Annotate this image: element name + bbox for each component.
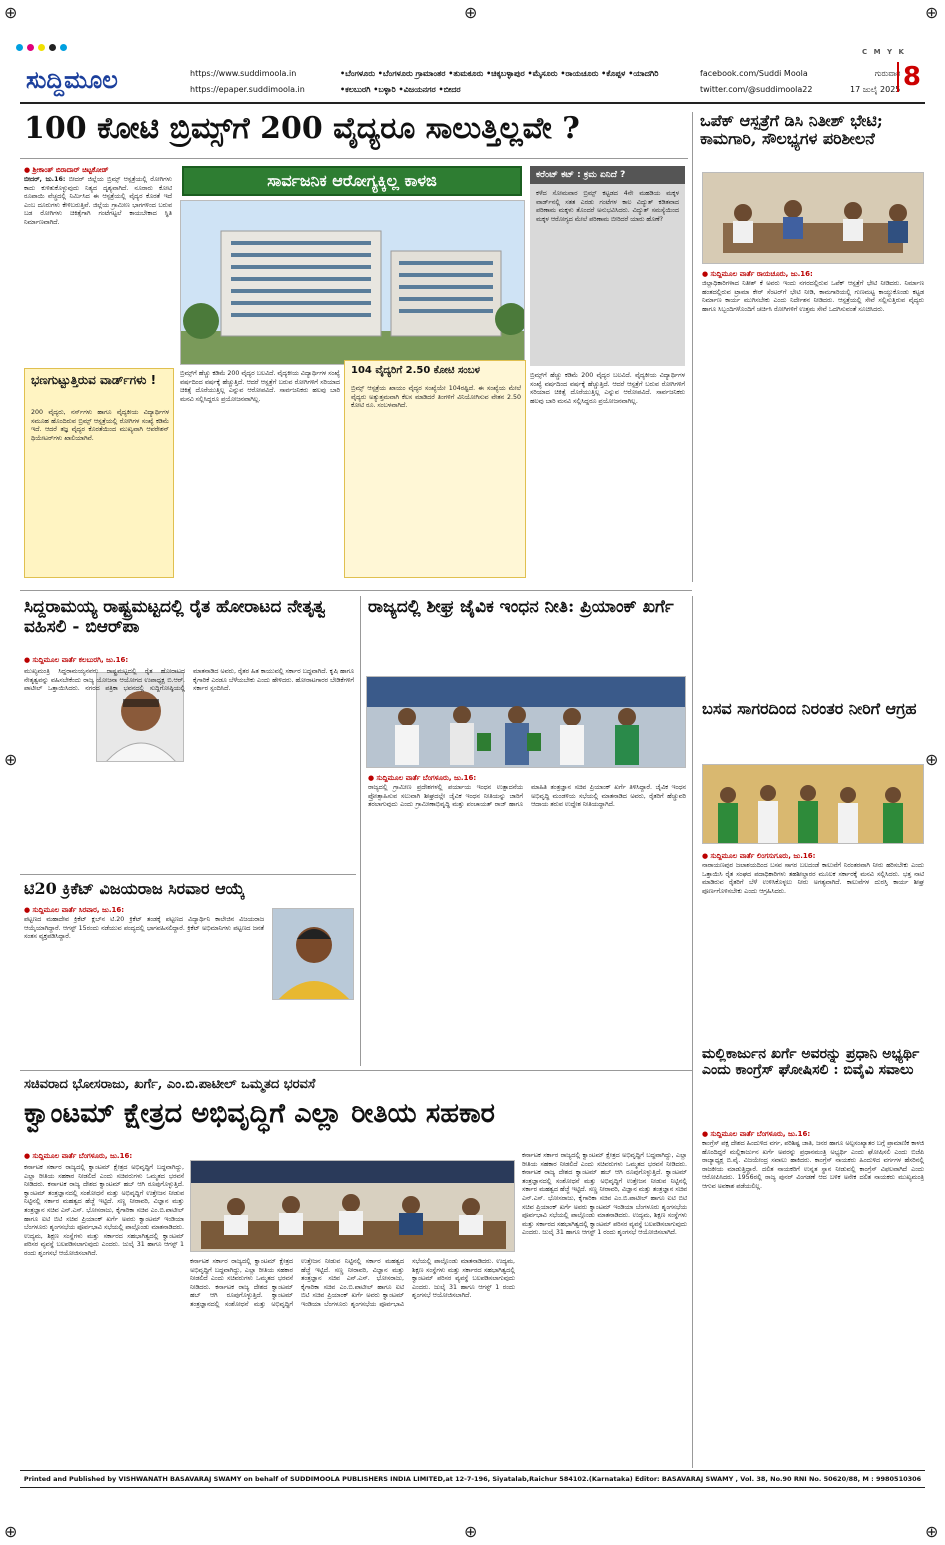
siddaramaiah-headline: ಸಿದ್ದರಾಮಯ್ಯ ರಾಷ್ಟ್ರಮಟ್ಟದಲ್ಲಿ ರೈತ ಹೋರಾಟದ ನೇತೃತ್ವ ವಹಿಸಲಿ - ಬಿಆರ್‌ಪಾ [24,597,326,637]
registration-mark: ⊕ [4,1522,18,1541]
hospital-photo [180,200,525,365]
quantum-meeting-photo [190,1160,515,1252]
biofuel-byline: ● ಸುದ್ದಿಮೂಲ ವಾರ್ತೆ ಬೆಂಗಳೂರು, ಜು.16: [368,774,477,782]
wards-box [24,368,174,578]
masthead [20,60,925,104]
registration-mark: ⊕ [464,3,478,22]
divider [360,596,361,1066]
lead-headline: 100 ಕೋಟಿ ಬ್ರಿಮ್ಸ್‌ಗೆ 200 ವೈದ್ಯರೂ ಸಾಲುತ್ತಿಲ್ಲವೇ ? [24,111,580,146]
lead-text: ಬೀದರ್ ಜಿಲ್ಲೆಯ ಬ್ರಿಮ್ಸ್ ಆಸ್ಪತ್ರೆಯಲ್ಲಿ ರೋಗಿಗಳು ಕಾದು ಕುಳಿತುಕೊಳ್ಳುವುದು ನಿತ್ಯದ ದೃಶ್ಯವಾಗಿದೆ. ನೂರಾರು ಕೋಟಿ ರೂಪಾಯಿ ವೆಚ್ಚದಲ್ಲಿ ನಿರ್ಮಿಸಿದ ಈ ಆಸ್ಪತ್ರೆಯಲ್ಲಿ ವೈದ್ಯರ ಕೊರತೆ ಇದೆ ಎಂಬ ದೂರುಗಳು ಕೇಳಿಬರುತ್ತಿವೆ. ಜಿಲ್ಲೆಯ ಗ್ರಾಮೀಣ ಭಾಗಗಳಿಂದ ಬರುವ ಬಡ ರೋಗಿಗಳು ಚಿಕಿತ್ಸೆಗಾಗಿ ಗಂಟೆಗಟ್ಟಲೆ ಕಾಯಬೇಕಾದ ಸ್ಥಿತಿ ನಿರ್ಮಾಣವಾಗಿದೆ. [24,176,172,226]
page-number: 8 [897,62,921,92]
opec-byline: ● ಸುದ್ದಿಮೂಲ ವಾರ್ತೆ ರಾಯಚೂರು, ಜು.16: [702,270,813,278]
lead-body [24,176,172,366]
weekday: ಗುರುವಾರ [874,69,901,78]
siddaramaiah-byline: ● ಸುದ್ದಿಮೂಲ ವಾರ್ತೆ ಕಲಬುರಗಿ, ಜು.16: [24,656,129,664]
registration-mark: ⊕ [4,3,18,22]
salary-box-body: ಬ್ರಿಮ್ಸ್ ಆಸ್ಪತ್ರೆಯ ಖಾಯಂ ವೈದ್ಯರ ಸಂಖ್ಯೆಯೇ 104ರಷ್ಟಿದೆ. ಈ ಸಂಖ್ಯೆಯ ಮೇಲೆ ವೈದ್ಯರು ಅತ್ಯುತ್ತಮವಾಗಿ ಕೆಲಸ ಮಾಡಿದರೆ ತಿಂಗಳಿಗೆ ವಿನಿಯೋಗಿಸುವ ವೇತನ 2.50 ಕೋಟಿ ರೂ. ಸಂಬಳವಾಗಿದೆ. [351,385,521,410]
opec-meeting-photo [702,172,924,264]
cmyk-marks: C M Y K [862,48,906,56]
siddaramaiah-body: ಮುಖ್ಯಮಂತ್ರಿ ಸಿದ್ದರಾಮಯ್ಯನವರು ರಾಷ್ಟ್ರಮಟ್ಟದಲ್ಲಿ ರೈತ ಹೋರಾಟದ ನೇತೃತ್ವವನ್ನು ವಹಿಸಬೇಕೆಂದು ರಾಜ್ಯ ಯೋಜನಾ ಆಯೋಗದ ಉಪಾಧ್ಯಕ್ಷ ಬಿ.ಆರ್. ಪಾಟೀಲ್ ಒತ್ತಾಯಿಸಿದರು. ನಗರದ ಪತ್ರಿಕಾ ಭವನದಲ್ಲಿ ಸುದ್ದಿಗೋಷ್ಠಿಯಲ್ಲಿ ಮಾತನಾಡಿದ ಅವರು, ರೈತರ ಹಿತ ಕಾಯುವಲ್ಲಿ ಸರ್ಕಾರ ಬದ್ಧವಾಗಿದೆ. ಕೃಷಿ ಹಾಗೂ ಕೈಗಾರಿಕೆ ಎರಡೂ ಬೆಳೆಯಬೇಕು ಎಂದು ಹೇಳಿದರು. ಹೋರಾಟಗಾರರ ಬೇಡಿಕೆಗಳಿಗೆ ಸರ್ಕಾರ ಸ್ಪಂದಿಸಿದೆ. [24,668,354,693]
divider [692,1040,693,1468]
divider [20,874,356,875]
divider [692,112,693,582]
newspaper-logo: ಸುದ್ದಿಮೂಲ [26,66,118,94]
twitter-link[interactable]: twitter.com/@suddimoola22 [700,85,813,94]
quantum-headline: ಕ್ವಾಂಟಮ್ ಕ್ಷೇತ್ರದ ಅಭಿವೃದ್ಧಿಗೆ ಎಲ್ಲಾ ರೀತಿಯ ಸಹಕಾರ [24,1098,495,1129]
power-cut-box [530,166,685,366]
divider [20,158,688,159]
salary-box-title: 104 ವೈದ್ಯರಿಗೆ 2.50 ಕೋಟಿ ಸಂಬಳ [351,365,480,376]
cricket-body: ಪಟ್ಟಣದ ಮಹಾದೇವ ಕ್ರಿಕೆಟ್ ಕ್ಲಬ್‌ನ ಟಿ.20 ಕ್ರಿಕೆಟ್ ತಂಡಕ್ಕೆ ಪಟ್ಟಣದ ವಿದ್ಯಾರ್ಥಿನಿ ಕಾಲೇಜಿನ ವಿಜಯರಾಜ ಆಯ್ಕೆಯಾಗಿದ್ದಾರೆ. ಆಗಸ್ಟ್ 15ರಂದು ನಡೆಯುವ ಪಂದ್ಯದಲ್ಲಿ ಭಾಗವಹಿಸಲಿದ್ದಾರೆ. ಕ್ರಿಕೆಟ್ ಅಭಿಮಾನಿಗಳು ಪಟ್ಟಣದ ಜನತೆ ಸಂತಸ ವ್ಯಕ್ತಪಡಿಸಿದ್ದಾರೆ. [24,916,264,941]
color-dots [16,44,67,51]
biofuel-headline: ರಾಜ್ಯದಲ್ಲಿ ಶೀಘ್ರ ಜೈವಿಕ ಇಂಧನ ನೀತಿ: ಪ್ರಿಯಾಂಕ್ ಖರ್ಗೆ [368,597,674,617]
divider [692,596,693,1066]
wards-box-body: 200 ವೈದ್ಯರು, ನರ್ಸ್‌ಗಳು ಹಾಗೂ ವೈದ್ಯಕೀಯ ವಿದ್ಯಾರ್ಥಿಗಳ ಸಮೂಹ ಹೊಂದಿರುವ ಬ್ರಿಮ್ಸ್ ಆಸ್ಪತ್ರೆಯಲ್ಲಿ ರೋಗಿಗಳ ಸಂಖ್ಯೆ ಕಡಿಮೆ ಇದೆ. ಆದರೆ ತಜ್ಞ ವೈದ್ಯರ ಕೊರತೆಯಿಂದ ಮುಖ್ಯವಾಗಿ ಆಪರೇಶನ್ ಥಿಯೇಟರ್‌ಗಳು ಖಾಲಿಯಾಗಿವೆ. [31,409,169,442]
power-cut-body: ಕಳೆದ ಸೋಮವಾರ ಬ್ರಿಮ್ಸ್ ಕಟ್ಟಡದ 4ನೇ ಮಹಡಿಯ ಮಕ್ಕಳ ವಾರ್ಡ್‌ನಲ್ಲಿ ಸತತ ಎರಡು ಗಂಟೆಗಳ ಕಾಲ ವಿದ್ಯುತ್ ಕಡಿತವಾದ ಪರಿಣಾಮ ಮಕ್ಕಳು ತೊಂದರೆ ಅನುಭವಿಸಿದರು. ವಿದ್ಯುತ್ ಸಮಸ್ಯೆಯಿಂದ ಮಕ್ಕಳ ಆರೋಗ್ಯದ ಮೇಲೆ ಪರಿಣಾಮ ಬೀರಿದರೆ ಯಾರು ಹೊಣೆ? [536,190,679,223]
power-cut-title: ಕರೆಂಟ್ ಕಟ್ : ಕ್ರಮ ಏನಿದೆ ? [530,166,685,184]
opec-body: ಜಿಲ್ಲಾಧಿಕಾರಿಗಳಾದ ನಿತೀಶ್ ಕೆ ಅವರು ಇಂದು ನಗರದಲ್ಲಿರುವ ಒಪೆಕ್ ಆಸ್ಪತ್ರೆಗೆ ಭೇಟಿ ನೀಡಿದರು. ನಿರ್ಮಾಣ ಹಂತದಲ್ಲಿರುವ ಟ್ರಾಮಾ ಕೇರ್ ಸೆಂಟರ್‌ಗೆ ಭೇಟಿ ನೀಡಿ, ಕಾಮಗಾರಿಯಲ್ಲಿ ಗುಣಮಟ್ಟ ಕಾಯ್ದುಕೊಂಡು ಕಟ್ಟಡ ನಿರ್ಮಾಣ ಕಾರ್ಯ ಮುಗಿಸಬೇಕು ಎಂದು ನಿರ್ದೇಶನ ನೀಡಿದರು. ಆಸ್ಪತ್ರೆಯಲ್ಲಿ ಸೇವೆ ಸಲ್ಲಿಸುತ್ತಿರುವ ವೈದ್ಯರು ಹಾಗೂ ಸಿಬ್ಬಂದಿಗಳೊಂದಿಗೆ ಚರ್ಚಿಸಿ ರೋಗಿಗಳಿಗೆ ಉತ್ತಮ ಸೇವೆ ಒದಗಿಸುವಂತೆ ಸೂಚಿಸಿದರು. [702,280,924,313]
opec-headline: ಒಪೆಕ್ ಆಸ್ಪತ್ರೆಗೆ ಡಿಸಿ ನಿತೀಶ್ ಭೇಟಿ; ಕಾಮಗಾರಿ, ಸೌಲಭ್ಯಗಳ ಪರಿಶೀಲನೆ [700,111,883,149]
lead-byline: ● ಶ್ರೀಕಾಂತ್ ಬಿರಾದಾರ್ ಚಿಟ್ಟಕೋಡ್ [24,166,109,174]
lead-dateline: ಬೀದರ್, ಜು.16: [24,176,66,183]
lead-col4: ಬ್ರಿಮ್ಸ್‌ಗೆ ಹೆಚ್ಚು ಕಡಿಮೆ 200 ವೈದ್ಯರ ಬಲವಿದೆ. ವೈದ್ಯಕೀಯ ವಿದ್ಯಾರ್ಥಿಗಳ ಸಂಖ್ಯೆ ವರ್ಷದಿಂದ ವರ್ಷಕ್ಕೆ ಹೆಚ್ಚುತ್ತಿದೆ. ಆದರೆ ಆಸ್ಪತ್ರೆಗೆ ಬರುವ ರೋಗಿಗಳಿಗೆ ಸರಿಯಾದ ಚಿಕಿತ್ಸೆ ದೊರೆಯುತ್ತಿಲ್ಲ ಎನ್ನುವ ಆರೋಪವಿದೆ. ಸಾರ್ವಜನಿಕರು ಹಲವು ಬಾರಿ ಮನವಿ ಸಲ್ಲಿಸಿದ್ದರೂ ಪ್ರಯೋಜನವಾಗಿಲ್ಲ. [530,372,685,405]
quantum-body: ಕರ್ನಾಟಕ ಸರ್ಕಾರ ರಾಜ್ಯದಲ್ಲಿ ಕ್ವಾಂಟಮ್ ಕ್ಷೇತ್ರದ ಅಭಿವೃದ್ಧಿಗೆ ಬದ್ಧವಾಗಿದ್ದು, ಎಲ್ಲಾ ರೀತಿಯ ಸಹಕಾರ ನೀಡಲಿದೆ ಎಂದು ಸಚಿವರುಗಳು ಒಮ್ಮತದ ಭರವಸೆ ನೀಡಿದರು. ಕರ್ನಾಟಕ ರಾಜ್ಯ ದೇಶದ ಕ್ವಾಂಟಮ್ ಹಬ್ ಆಗಿ ರೂಪುಗೊಳ್ಳುತ್ತಿದೆ. ಕ್ವಾಂಟಮ್ ತಂತ್ರಜ್ಞಾನದಲ್ಲಿ ಸಂಶೋಧನೆ ಮತ್ತು ಅಭಿವೃದ್ಧಿಗೆ ಉತ್ತೇಜನ ನೀಡುವ ನಿಟ್ಟಿನಲ್ಲಿ ಸರ್ಕಾರ ಮಹತ್ವದ ಹೆಜ್ಜೆ ಇಟ್ಟಿದೆ. ಸಣ್ಣ ನೀರಾವರಿ, ವಿಜ್ಞಾನ ಮತ್ತು ತಂತ್ರಜ್ಞಾನ ಸಚಿವ ಎನ್.ಎಸ್. ಭೋಸರಾಜು, ಕೈಗಾರಿಕಾ ಸಚಿವ ಎಂ.ಬಿ.ಪಾಟೀಲ್ ಹಾಗೂ ಐಟಿ ಬಿಟಿ ಸಚಿವ ಪ್ರಿಯಾಂಕ್ ಖರ್ಗೆ ಅವರು ಕ್ವಾಂಟಮ್ ಇಂಡಿಯಾ ಬೆಂಗಳೂರು ಶೃಂಗಸಭೆಯ ಪೂರ್ವಭಾವಿ ಸಭೆಯಲ್ಲಿ ಪಾಲ್ಗೊಂಡು ಮಾತನಾಡಿದರು. ಉದ್ಯಮ, ಶಿಕ್ಷಣ ಸಂಸ್ಥೆಗಳು ಮತ್ತು ಸರ್ಕಾರದ ಸಹಭಾಗಿತ್ವದಲ್ಲಿ ಕ್ವಾಂಟಮ್ ಪರಿಸರ ವ್ಯವಸ್ಥೆ ಬಲಪಡಿಸಲಾಗುವುದು ಎಂದರು. ಜುಲೈ 31 ಹಾಗೂ ಆಗಸ್ಟ್ 1 ರಂದು ಶೃಂಗಸಭೆ ಆಯೋಜಿಸಲಾಗಿದೆ. [190,1258,515,1308]
registration-mark: ⊕ [925,1522,939,1541]
quantum-byline: ● ಸುದ್ದಿಮೂಲ ವಾರ್ತೆ ಬೆಂಗಳೂರು, ಜು.16: [24,1152,133,1160]
quantum-body-col1: ಕರ್ನಾಟಕ ಸರ್ಕಾರ ರಾಜ್ಯದಲ್ಲಿ ಕ್ವಾಂಟಮ್ ಕ್ಷೇತ್ರದ ಅಭಿವೃದ್ಧಿಗೆ ಬದ್ಧವಾಗಿದ್ದು, ಎಲ್ಲಾ ರೀತಿಯ ಸಹಕಾರ ನೀಡಲಿದೆ ಎಂದು ಸಚಿವರುಗಳು ಒಮ್ಮತದ ಭರವಸೆ ನೀಡಿದರು. ಕರ್ನಾಟಕ ರಾಜ್ಯ ದೇಶದ ಕ್ವಾಂಟಮ್ ಹಬ್ ಆಗಿ ರೂಪುಗೊಳ್ಳುತ್ತಿದೆ. ಕ್ವಾಂಟಮ್ ತಂತ್ರಜ್ಞಾನದಲ್ಲಿ ಸಂಶೋಧನೆ ಮತ್ತು ಅಭಿವೃದ್ಧಿಗೆ ಉತ್ತೇಜನ ನೀಡುವ ನಿಟ್ಟಿನಲ್ಲಿ ಸರ್ಕಾರ ಮಹತ್ವದ ಹೆಜ್ಜೆ ಇಟ್ಟಿದೆ. ಸಣ್ಣ ನೀರಾವರಿ, ವಿಜ್ಞಾನ ಮತ್ತು ತಂತ್ರಜ್ಞಾನ ಸಚಿವ ಎನ್.ಎಸ್. ಭೋಸರಾಜು, ಕೈಗಾರಿಕಾ ಸಚಿವ ಎಂ.ಬಿ.ಪಾಟೀಲ್ ಹಾಗೂ ಐಟಿ ಬಿಟಿ ಸಚಿವ ಪ್ರಿಯಾಂಕ್ ಖರ್ಗೆ ಅವರು ಕ್ವಾಂಟಮ್ ಇಂಡಿಯಾ ಬೆಂಗಳೂರು ಶೃಂಗಸಭೆಯ ಪೂರ್ವಭಾವಿ ಸಭೆಯಲ್ಲಿ ಪಾಲ್ಗೊಂಡು ಮಾತನಾಡಿದರು. ಉದ್ಯಮ, ಶಿಕ್ಷಣ ಸಂಸ್ಥೆಗಳು ಮತ್ತು ಸರ್ಕಾರದ ಸಹಭಾಗಿತ್ವದಲ್ಲಿ ಕ್ವಾಂಟಮ್ ಪರಿಸರ ವ್ಯವಸ್ಥೆ ಬಲಪಡಿಸಲಾಗುವುದು ಎಂದರು. ಜುಲೈ 31 ಹಾಗೂ ಆಗಸ್ಟ್ 1 ರಂದು ಶೃಂಗಸಭೆ ಆಯೋಜಿಸಲಾಗಿದೆ. [24,1164,184,1257]
registration-mark: ⊕ [4,750,18,769]
lead-banner: ಸಾರ್ವಜನಿಕ ಆರೋಗ್ಯಕ್ಕಿಲ್ಲ ಕಾಳಜಿ [182,166,522,196]
biofuel-body: ರಾಜ್ಯದಲ್ಲಿ ಗ್ರಾಮೀಣ ಪ್ರದೇಶಗಳಲ್ಲಿ ಪರ್ಯಾಯ ಇಂಧನ ಉತ್ಪಾದನೆಯ ಪ್ರೋತ್ಸಾಹಿಸುವ ಸಲುವಾಗಿ ಶೀಘ್ರದಲ್ಲೇ ಜೈವಿಕ ಇಂಧನ ನೀತಿಯನ್ನು ಜಾರಿಗೆ ತರಲಾಗುವುದು ಎಂದು ಗ್ರಾಮೀಣಾಭಿವೃದ್ಧಿ ಮತ್ತು ಪಂಚಾಯತ್ ರಾಜ್ ಹಾಗೂ ಮಾಹಿತಿ ತಂತ್ರಜ್ಞಾನ ಸಚಿವ ಪ್ರಿಯಾಂಕ್ ಖರ್ಗೆ ತಿಳಿಸಿದ್ದಾರೆ. ಜೈವಿಕ ಇಂಧನ ಅಭಿವೃದ್ಧಿ ಮಂಡಳಿಯ ಸಭೆಯಲ್ಲಿ ಮಾತನಾಡಿದ ಅವರು, ರೈತರಿಗೆ ಹೆಚ್ಚುವರಿ ಆದಾಯ ತರುವ ಉದ್ದೇಶ ನೀತಿಯದ್ದಾಗಿದೆ. [368,784,686,809]
farmers-protest-photo [702,764,924,844]
quantum-body-col5: ಕರ್ನಾಟಕ ಸರ್ಕಾರ ರಾಜ್ಯದಲ್ಲಿ ಕ್ವಾಂಟಮ್ ಕ್ಷೇತ್ರದ ಅಭಿವೃದ್ಧಿಗೆ ಬದ್ಧವಾಗಿದ್ದು, ಎಲ್ಲಾ ರೀತಿಯ ಸಹಕಾರ ನೀಡಲಿದೆ ಎಂದು ಸಚಿವರುಗಳು ಒಮ್ಮತದ ಭರವಸೆ ನೀಡಿದರು. ಕರ್ನಾಟಕ ರಾಜ್ಯ ದೇಶದ ಕ್ವಾಂಟಮ್ ಹಬ್ ಆಗಿ ರೂಪುಗೊಳ್ಳುತ್ತಿದೆ. ಕ್ವಾಂಟಮ್ ತಂತ್ರಜ್ಞಾನದಲ್ಲಿ ಸಂಶೋಧನೆ ಮತ್ತು ಅಭಿವೃದ್ಧಿಗೆ ಉತ್ತೇಜನ ನೀಡುವ ನಿಟ್ಟಿನಲ್ಲಿ ಸರ್ಕಾರ ಮಹತ್ವದ ಹೆಜ್ಜೆ ಇಟ್ಟಿದೆ. ಸಣ್ಣ ನೀರಾವರಿ, ವಿಜ್ಞಾನ ಮತ್ತು ತಂತ್ರಜ್ಞಾನ ಸಚಿವ ಎನ್.ಎಸ್. ಭೋಸರಾಜು, ಕೈಗಾರಿಕಾ ಸಚಿವ ಎಂ.ಬಿ.ಪಾಟೀಲ್ ಹಾಗೂ ಐಟಿ ಬಿಟಿ ಸಚಿವ ಪ್ರಿಯಾಂಕ್ ಖರ್ಗೆ ಅವರು ಕ್ವಾಂಟಮ್ ಇಂಡಿಯಾ ಬೆಂಗಳೂರು ಶೃಂಗಸಭೆಯ ಪೂರ್ವಭಾವಿ ಸಭೆಯಲ್ಲಿ ಪಾಲ್ಗೊಂಡು ಮಾತನಾಡಿದರು. ಉದ್ಯಮ, ಶಿಕ್ಷಣ ಸಂಸ್ಥೆಗಳು ಮತ್ತು ಸರ್ಕಾರದ ಸಹಭಾಗಿತ್ವದಲ್ಲಿ ಕ್ವಾಂಟಮ್ ಪರಿಸರ ವ್ಯವಸ್ಥೆ ಬಲಪಡಿಸಲಾಗುವುದು ಎಂದರು. ಜುಲೈ 31 ಹಾಗೂ ಆಗಸ್ಟ್ 1 ರಂದು ಶೃಂಗಸಭೆ ಆಯೋಜಿಸಲಾಗಿದೆ. [522,1152,687,1237]
issue-date [850,66,900,98]
social-links [700,66,812,98]
cricket-byline: ● ಸುದ್ದಿಮೂಲ ವಾರ್ತೆ ಸಿರವಾರ, ಜು.16: [24,906,125,914]
vijayaraj-photo [272,908,354,1000]
basava-body: ನಾರಾಯಣಪುರ ಜಲಾಶಯದಿಂದ ಬಸವ ಸಾಗರ ಬಲದಂಡೆ ಕಾಲುವೆಗೆ ನಿರಂತರವಾಗಿ ನೀರು ಹರಿಸಬೇಕು ಎಂದು ಒತ್ತಾಯಿಸಿ ರೈತ ಸಂಘದ ಪದಾಧಿಕಾರಿಗಳು ತಹಶೀಲ್ದಾರರ ಮೂಲಕ ಸರ್ಕಾರಕ್ಕೆ ಮನವಿ ಸಲ್ಲಿಸಿದರು. ಭತ್ತ ನಾಟಿ ಮಾಡಿರುವ ರೈತರಿಗೆ ಬೆಳೆ ಉಳಿಸಿಕೊಳ್ಳಲು ನೀರು ಅಗತ್ಯವಾಗಿದೆ. ಕಾಲುವೆಗಳ ದುರಸ್ತಿ ಕಾರ್ಯ ಶೀಘ್ರ ಪೂರ್ಣಗೊಳಿಸಬೇಕು ಎಂದು ಆಗ್ರಹಿಸಿದರು. [702,862,924,895]
divider [20,590,692,591]
edition-cities: •ಬೆಂಗಳೂರು •ಬೆಂಗಳೂರು ಗ್ರಾಮಾಂತರ •ತುಮಕೂರು •ಚಿಕ್ಕಬಳ್ಳಾಪುರ •ಮೈಸೂರು •ರಾಯಚೂರು •ಕೊಪ್ಪಳ •ಯಾದಗಿರಿ •ಕಲಬುರಗಿ •ಬಳ್ಳಾರಿ •ವಿಜಯನಗರ •ಬೀದರ [340,69,659,94]
cricket-headline: ಟಿ20 ಕ್ರಿಕೆಟ್ ವಿಜಯರಾಜ ಸಿರವಾರ ಆಯ್ಕೆ [24,879,245,898]
quantum-kicker: ಸಚಿವರಾದ ಭೋಸರಾಜು, ಖರ್ಗೆ, ಎಂ.ಬಿ.ಪಾಟೀಲ್ ಒಮ್ಮತದ ಭರವಸೆ [24,1077,316,1092]
registration-mark: ⊕ [925,750,939,769]
website-link[interactable]: https://www.suddimoola.in [190,69,297,78]
registration-mark: ⊕ [925,3,939,22]
lead-col2: ಬ್ರಿಮ್ಸ್‌ಗೆ ಹೆಚ್ಚು ಕಡಿಮೆ 200 ವೈದ್ಯರ ಬಲವಿದೆ. ವೈದ್ಯಕೀಯ ವಿದ್ಯಾರ್ಥಿಗಳ ಸಂಖ್ಯೆ ವರ್ಷದಿಂದ ವರ್ಷಕ್ಕೆ ಹೆಚ್ಚುತ್ತಿದೆ. ಆದರೆ ಆಸ್ಪತ್ರೆಗೆ ಬರುವ ರೋಗಿಗಳಿಗೆ ಸರಿಯಾದ ಚಿಕಿತ್ಸೆ ದೊರೆಯುತ್ತಿಲ್ಲ ಎನ್ನುವ ಆರೋಪವಿದೆ. ಸಾರ್ವಜನಿಕರು ಹಲವು ಬಾರಿ ಮನವಿ ಸಲ್ಲಿಸಿದ್ದರೂ ಪ್ರಯೋಜನವಾಗಿಲ್ಲ. [180,370,340,403]
basava-byline: ● ಸುದ್ದಿಮೂಲ ವಾರ್ತೆ ಲಿಂಗಸುಗೂರು, ಜು.16: [702,852,816,860]
divider [20,1070,692,1071]
website-links [190,66,305,98]
facebook-link[interactable]: facebook.com/Suddi Moola [700,69,808,78]
kharge-headline: ಮಲ್ಲಿಕಾರ್ಜುನ ಖರ್ಗೆ ಅವರನ್ನು ಪ್ರಧಾನಿ ಅಭ್ಯರ್ಥಿ ಎಂದು ಕಾಂಗ್ರೆಸ್ ಘೋಷಿಸಲಿ : ಬಿವೈವಿ ಸವಾಲು [702,1046,920,1079]
basava-headline: ಬಸವ ಸಾಗರದಿಂದ ನಿರಂತರ ನೀರಿಗೆ ಆಗ್ರಹ [702,699,917,718]
kharge-byline: ● ಸುದ್ದಿಮೂಲ ವಾರ್ತೆ ಬೆಂಗಳೂರು, ಜು.16: [702,1130,811,1138]
date: 17 ಜುಲೈ 2025 [850,85,901,94]
biofuel-release-photo [366,676,686,768]
imprint-footer: Printed and Published by VISHWANATH BASAVARAJ SWAMY on behalf of SUDDIMOOLA PUBLISHERS INDIA LIMITED,at 12-7-196, Siyatalab,Raichur 584102.(Karnataka) Editor: BASAVARAJ SWAMY , Vol. 38, No.90 RNI No. 50620/88, M : 9980510306 [20,1470,925,1488]
wards-box-title: ಭಣಗುಟ್ಟುತ್ತಿರುವ ವಾರ್ಡ್‌ಗಳು ! [31,373,157,387]
salary-box [344,360,526,578]
epaper-link[interactable]: https://epaper.suddimoola.in [190,85,305,94]
kharge-body: ಕಾಂಗ್ರೆಸ್ ಪಕ್ಷ ದೇಶದ ಹಿಂದುಳಿದ ವರ್ಗ, ಪರಿಶಿಷ್ಟ ಜಾತಿ, ಜನರ ಹಾಗೂ ಅಲ್ಪಸಂಖ್ಯಾತರ ಬಗ್ಗೆ ಪ್ರಾಮಾಣಿಕ ಕಾಳಜಿ ಹೊಂದಿದ್ದರೆ ಮಲ್ಲಿಕಾರ್ಜುನ ಖರ್ಗೆ ಅವರನ್ನು ಪ್ರಧಾನಮಂತ್ರಿ ಅಭ್ಯರ್ಥಿ ಎಂದು ಘೋಷಿಸಲಿ ಎಂದು ಬಿಜೆಪಿ ರಾಜ್ಯಾಧ್ಯಕ್ಷ ಬಿ.ವೈ. ವಿಜಯೇಂದ್ರ ಸವಾಲು ಹಾಕಿದರು. ಕಾಂಗ್ರೆಸ್ ನಾಯಕರು ಹಿಂದುಳಿದ ವರ್ಗಗಳ ಹೆಸರಿನಲ್ಲಿ ರಾಜಕೀಯ ಮಾಡುತ್ತಿದ್ದಾರೆ. ದಲಿತ ನಾಯಕರಿಗೆ ಉನ್ನತ ಸ್ಥಾನ ನೀಡುವಲ್ಲಿ ಕಾಂಗ್ರೆಸ್ ವಿಫಲವಾಗಿದೆ ಎಂದು ಆರೋಪಿಸಿದರು. 1956ರಲ್ಲಿ ರಾಜ್ಯ ಪುನರ್ ವಿಂಗಡಣೆ ಆದ ಬಳಿಕ ಅನೇಕ ದಲಿತ ನಾಯಕರು ಮುಖ್ಯಮಂತ್ರಿ ಆಗುವ ಅವಕಾಶ ಪಡೆಯಲಿಲ್ಲ. [702,1140,924,1190]
registration-mark: ⊕ [464,1522,478,1541]
